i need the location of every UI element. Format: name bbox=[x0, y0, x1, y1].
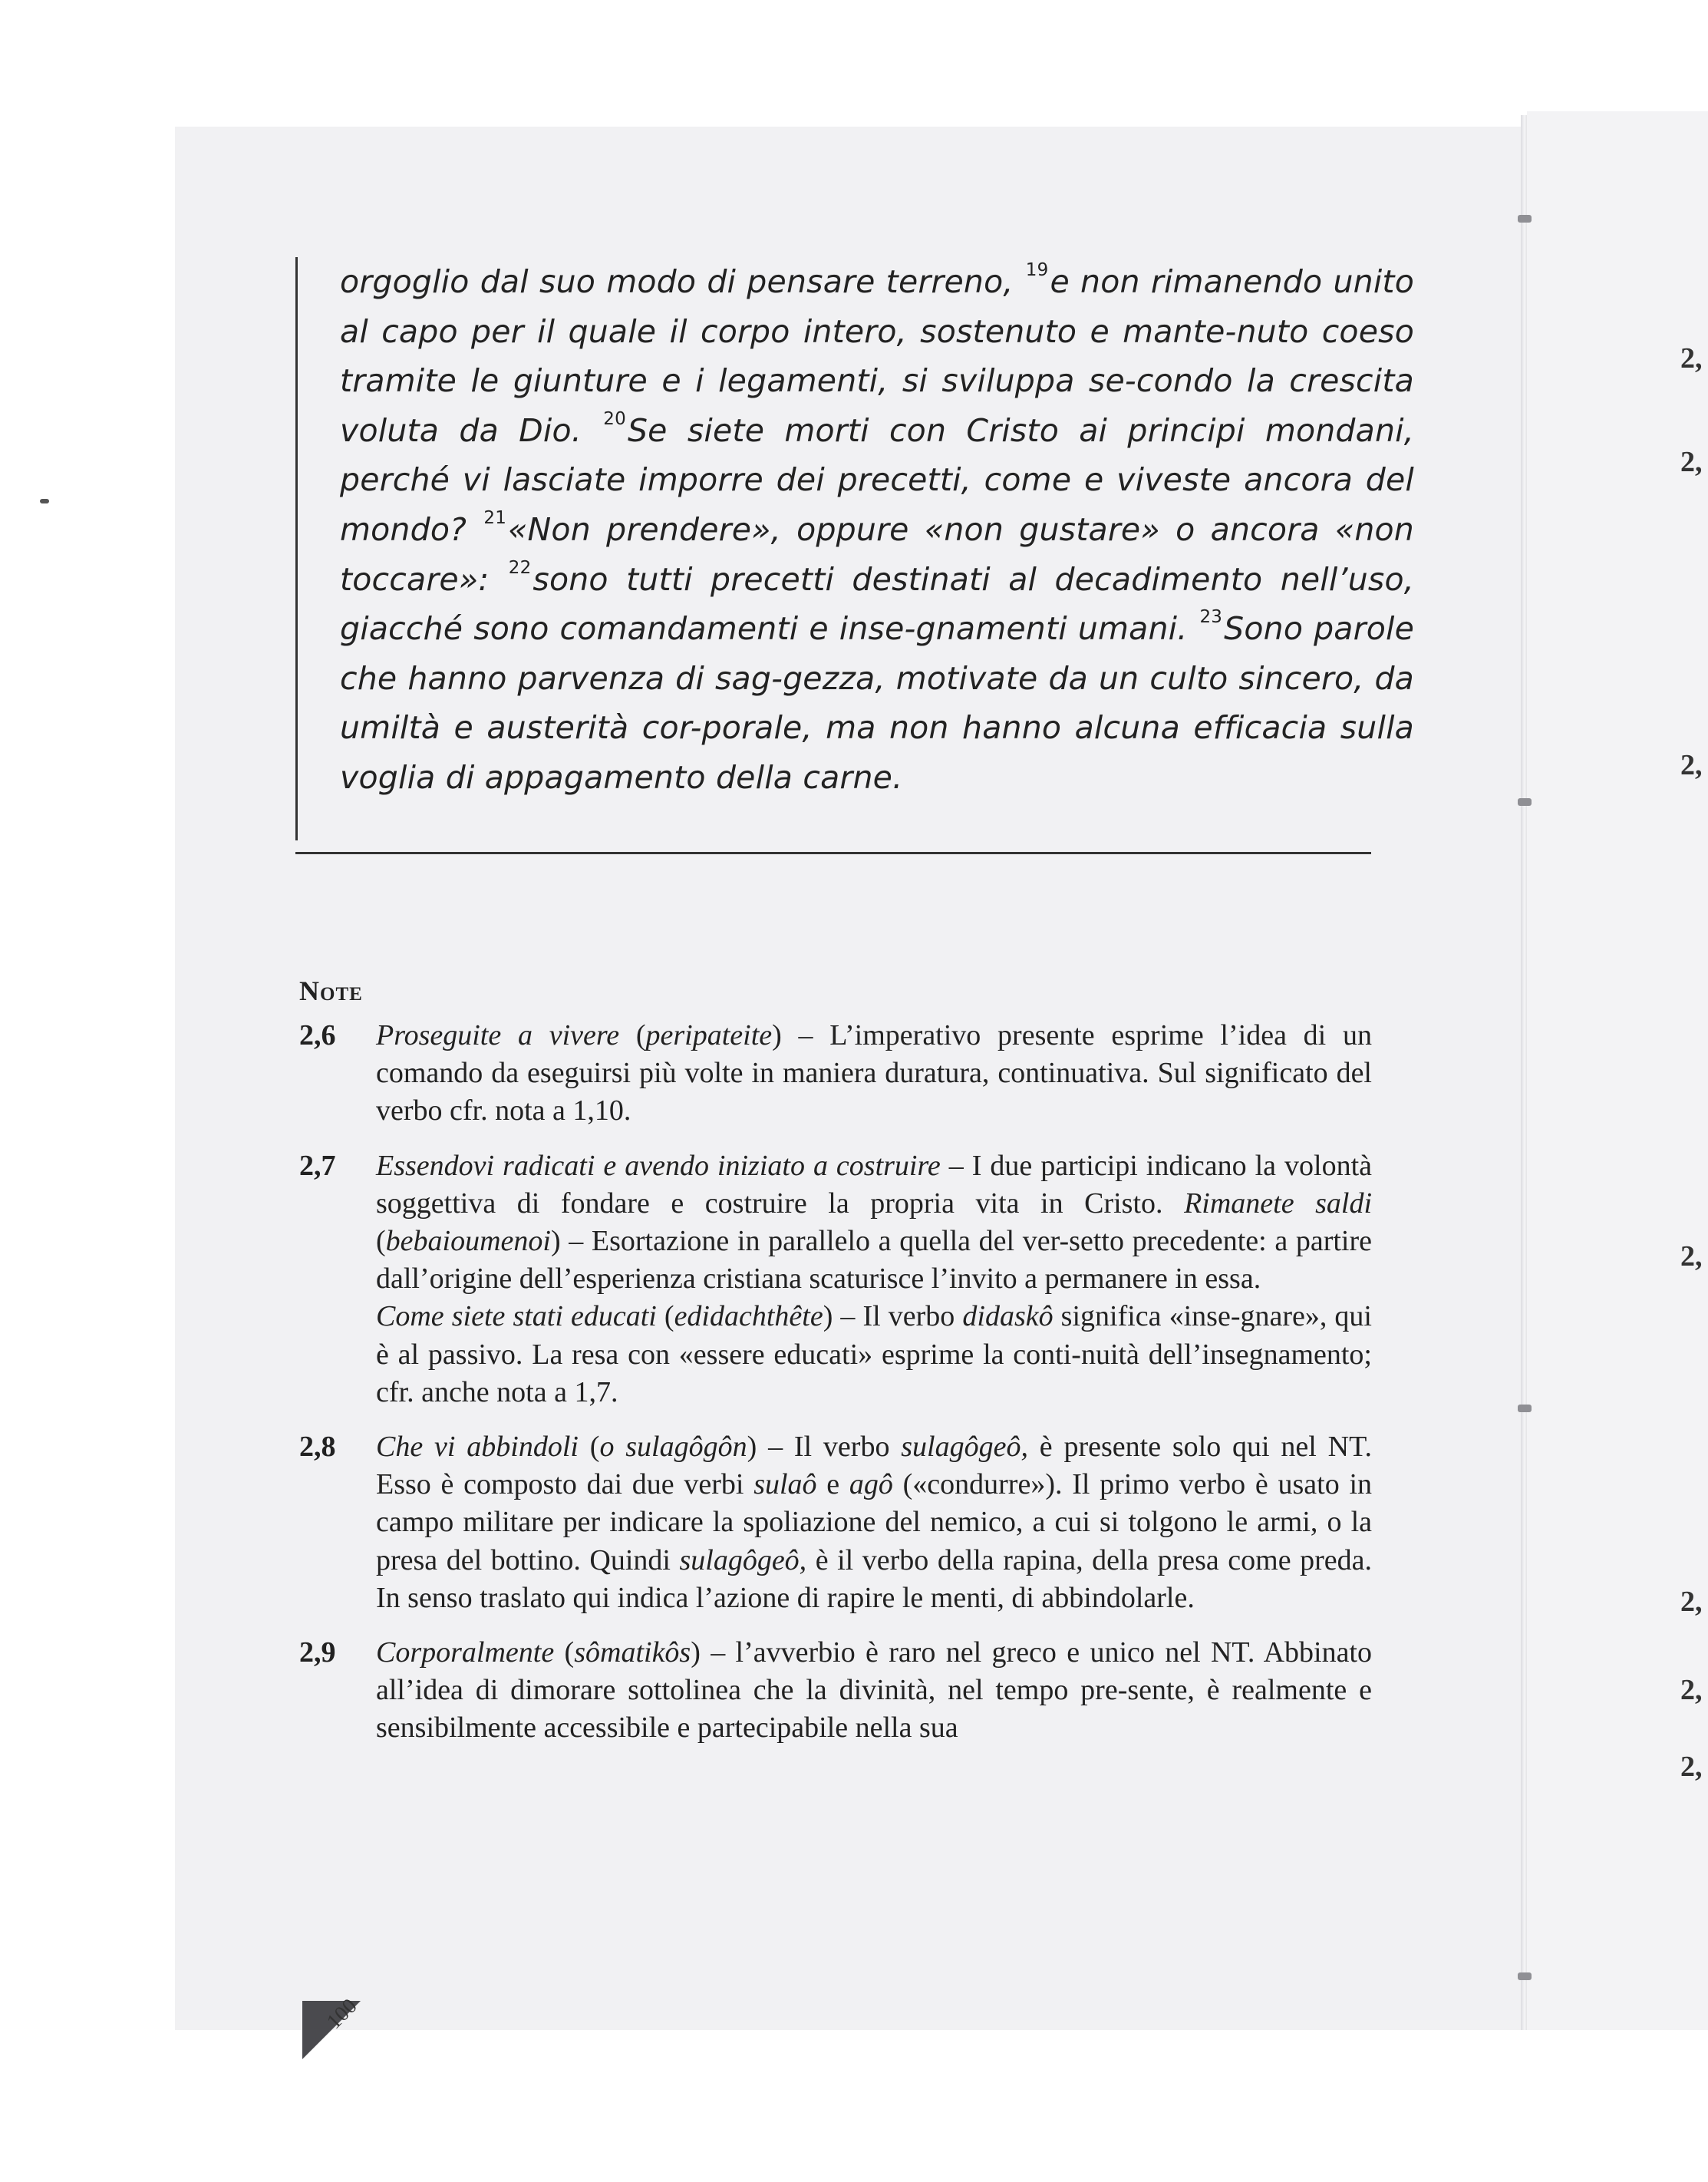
verse-text: Se siete morti con Cristo ai principi mondani, perché vi lasciate imporre dei precetti, come e viveste ancora del mondo? bbox=[340, 411, 1414, 548]
note-text: ( bbox=[578, 1431, 600, 1464]
staple-mark bbox=[1518, 1972, 1532, 1980]
note-reference: 2,8 bbox=[299, 1431, 336, 1464]
note-term: Come siete stati educati bbox=[376, 1300, 657, 1333]
note-paragraph bbox=[376, 1634, 1372, 1748]
note-text: («condurre»). Il primo verbo è usato in campo militare per indicare la spoliazione del nemico, a cui si tolgono le armi, o la presa del bottino. Quindi bbox=[376, 1468, 1372, 1576]
note-term: o sulagôgôn bbox=[599, 1431, 747, 1464]
facing-page-ref: 2, bbox=[1680, 1674, 1703, 1706]
verse-number: 23 bbox=[1199, 607, 1223, 628]
verse-text: e non rimanendo unito al capo per il quale il corpo intero, sostenuto e mante-nuto coeso tramite le giunture e i legamenti, si sviluppa se-condo la crescita voluta da Dio. bbox=[340, 263, 1414, 449]
note-term: edidachthête bbox=[674, 1300, 823, 1333]
facing-page-ref: 2, bbox=[1680, 342, 1703, 375]
note-text: ) – Esortazione in parallelo a quella del ver-setto precedente: a partire dall’origine dell’esperienza cristiana scaturisce l’invito a permanere in essa. bbox=[376, 1225, 1372, 1296]
note-reference: 2,9 bbox=[299, 1636, 336, 1669]
note-reference: 2,6 bbox=[299, 1019, 336, 1051]
note-text: è il verbo della rapina, della presa come preda. In senso traslato qui indica l’azione di rapire le menti, di abbindolarle. bbox=[376, 1543, 1372, 1614]
scan-border bbox=[0, 0, 1708, 127]
staple-mark bbox=[1518, 798, 1532, 806]
note-paragraph bbox=[376, 1428, 1372, 1617]
bible-passage-text bbox=[340, 257, 1414, 803]
verse-number: 19 bbox=[1025, 260, 1049, 281]
note-item bbox=[299, 1017, 1372, 1131]
note-body bbox=[376, 1017, 1372, 1131]
note-body bbox=[376, 1634, 1372, 1748]
note-item bbox=[299, 1634, 1372, 1748]
note-text: ) – l’avverbio è raro nel greco e unico nel NT. Abbinato all’idea di dimorare sottolinea che la divinità, nel tempo pre-sente, è realmente e sensibilmente accessibile e partecipabile nella sua bbox=[376, 1636, 1372, 1745]
notes-list bbox=[299, 1017, 1372, 1764]
note-term: didaskô bbox=[962, 1300, 1053, 1333]
note-text: significa «inse-gnare», qui è al passivo. La resa con «essere educati» esprime la conti-nuità dell’insegnamento; cfr. anche nota a 1,7. bbox=[376, 1300, 1372, 1408]
note-term: sulaô bbox=[753, 1468, 817, 1501]
note-term: sulagôgeô, bbox=[679, 1543, 807, 1576]
verse-text: sono tutti precetti destinati al decadimento nell’uso, giacché sono comandamenti e inse-gnamenti umani. bbox=[340, 560, 1414, 648]
note-term: sômatikôs bbox=[574, 1636, 691, 1669]
note-text: – I due participi indicano la volontà soggettiva di fondare e costruire la propria vita in Cristo. bbox=[376, 1149, 1373, 1220]
staple-mark bbox=[1518, 215, 1532, 223]
note-text: ) – Il verbo bbox=[747, 1431, 902, 1464]
note-term: peripateite bbox=[645, 1019, 773, 1051]
facing-page-ref: 2, bbox=[1680, 1240, 1703, 1273]
note-text: ( bbox=[656, 1300, 674, 1333]
note-term: sulagôgeô, bbox=[901, 1431, 1028, 1464]
staple-mark bbox=[1518, 1405, 1532, 1412]
note-text: ( bbox=[376, 1225, 386, 1258]
note-term: Essendovi radicati e avendo iniziato a costruire bbox=[376, 1149, 941, 1182]
note-body bbox=[376, 1428, 1372, 1617]
note-term: Che vi abbindoli bbox=[376, 1431, 579, 1464]
verse-text: Sono parole che hanno parvenza di sag-gezza, motivate da un culto sincero, da umiltà e austerità cor-porale, ma non hanno alcuna efficacia sulla voglia di appagamento della carne. bbox=[340, 610, 1414, 796]
note-text: e bbox=[816, 1468, 849, 1501]
verse-text: «Non prendere», oppure «non gustare» o ancora «non toccare»: bbox=[340, 510, 1414, 598]
page-number: 100 bbox=[322, 1994, 362, 2034]
note-paragraph bbox=[376, 1017, 1372, 1131]
note-term: agô bbox=[849, 1468, 893, 1501]
facing-page-ref: 2, bbox=[1680, 446, 1703, 478]
note-text: è presente solo qui nel NT. Esso è composto dai due verbi bbox=[376, 1431, 1373, 1501]
notes-heading: Note bbox=[299, 975, 363, 1006]
note-text: ) – L’imperativo presente esprime l’idea di un comando da eseguirsi più volte in maniera duratura, continuativa. Sul significato del verbo cfr. nota a 1,10. bbox=[376, 1019, 1372, 1127]
note-item bbox=[299, 1147, 1372, 1411]
note-text: ) – Il verbo bbox=[823, 1300, 963, 1333]
note-text: ( bbox=[554, 1636, 575, 1669]
facing-page-ref: 2, bbox=[1680, 1751, 1703, 1783]
facing-page bbox=[1527, 111, 1708, 2030]
note-reference: 2,7 bbox=[299, 1149, 336, 1182]
facing-page-ref: 2, bbox=[1680, 749, 1703, 781]
verse-text: orgoglio dal suo modo di pensare terreno, bbox=[340, 263, 1024, 300]
note-term: bebaioumenoi bbox=[385, 1225, 551, 1258]
note-term: Proseguite a vivere bbox=[376, 1019, 620, 1051]
note-term: Rimanete saldi bbox=[1184, 1187, 1373, 1220]
scan-speck bbox=[40, 499, 49, 503]
note-paragraph bbox=[376, 1298, 1372, 1411]
verse-number: 20 bbox=[603, 408, 626, 429]
verse-number: 22 bbox=[508, 557, 532, 578]
note-body bbox=[376, 1147, 1372, 1411]
verse-number: 21 bbox=[483, 508, 507, 529]
section-divider bbox=[295, 852, 1371, 854]
note-item bbox=[299, 1428, 1372, 1617]
facing-page-ref: 2, bbox=[1680, 1586, 1703, 1618]
bible-passage-box bbox=[295, 257, 1414, 840]
note-term: Corporalmente bbox=[376, 1636, 555, 1669]
note-paragraph bbox=[376, 1147, 1372, 1299]
note-text: ( bbox=[619, 1019, 646, 1051]
